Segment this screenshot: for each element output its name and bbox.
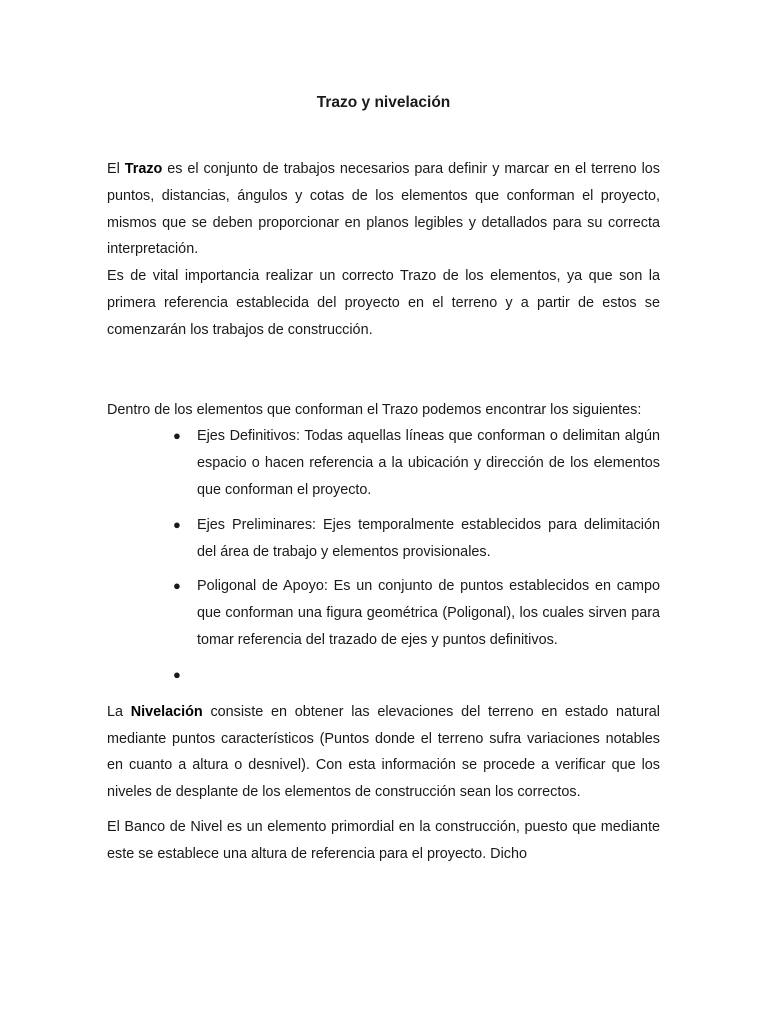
paragraph-text: consiste en obtener las elevaciones del terreno en estado natural mediante puntos característicos (Puntos donde el terreno sufra variaciones notables en cuanto a altura o desnivel). Con esta información se procede a verificar que los niveles de desplante de los elementos de construcción sean los correctos.: [107, 703, 660, 801]
list-item-text: Poligonal de Apoyo: Es un conjunto de puntos establecidos en campo que conforman una figura geométrica (Poligonal), los cuales sirven para tomar referencia del trazado de ejes y puntos definitivos.: [197, 578, 660, 648]
paragraph-text: es el conjunto de trabajos necesarios para definir y marcar en el terreno los puntos, distancias, ángulos y cotas de los elementos que conforman el proyecto, mismos que se deben proporcionar en planos legibles y detallados para su correcta interpretación.: [107, 161, 660, 258]
spacer: [107, 344, 660, 397]
bullet-icon: ●: [173, 428, 181, 444]
list-item-text: Ejes Preliminares: Ejes temporalmente establecidos para delimitación del área de trabajo y elementos provisionales.: [197, 516, 660, 560]
paragraph-text: La: [107, 703, 131, 720]
spacer: [107, 806, 660, 814]
list-item: [107, 512, 660, 566]
document-title: Trazo y nivelación: [316, 94, 451, 111]
paragraph-nivelacion-definition: [107, 699, 660, 806]
list-item: [107, 573, 660, 653]
bold-term-nivelacion: Nivelación: [130, 703, 203, 720]
paragraph-trazo-importance: Es de vital importancia realizar un correcto Trazo de los elementos, ya que son la primera referencia establecida del proyecto en el terreno y a partir de estos se comenzarán los trabajos de construcción.: [107, 268, 660, 338]
paragraph-text: El: [107, 161, 125, 177]
bold-term-trazo: Trazo: [124, 161, 163, 177]
list-item: [107, 423, 660, 503]
bullet-icon: ●: [173, 666, 181, 682]
list-item-text: Ejes Definitivos: Todas aquellas líneas que conforman o delimitan algún espacio o hacen referencia a la ubicación y dirección de los elementos que conforman el proyecto.: [197, 428, 660, 498]
bullet-list: [107, 423, 660, 688]
list-item-empty: [107, 662, 660, 689]
paragraph-elements-intro: Dentro de los elementos que conforman el Trazo podemos encontrar los siguientes:: [107, 401, 642, 418]
paragraph-trazo-definition: [107, 156, 660, 263]
bullet-icon: ●: [173, 578, 181, 594]
document-page: [107, 90, 660, 868]
bullet-icon: ●: [173, 516, 181, 532]
paragraph-banco-de-nivel: El Banco de Nivel es un elemento primordial en la construcción, puesto que mediante este se establece una altura de referencia para el proyecto. Dicho: [107, 818, 660, 862]
